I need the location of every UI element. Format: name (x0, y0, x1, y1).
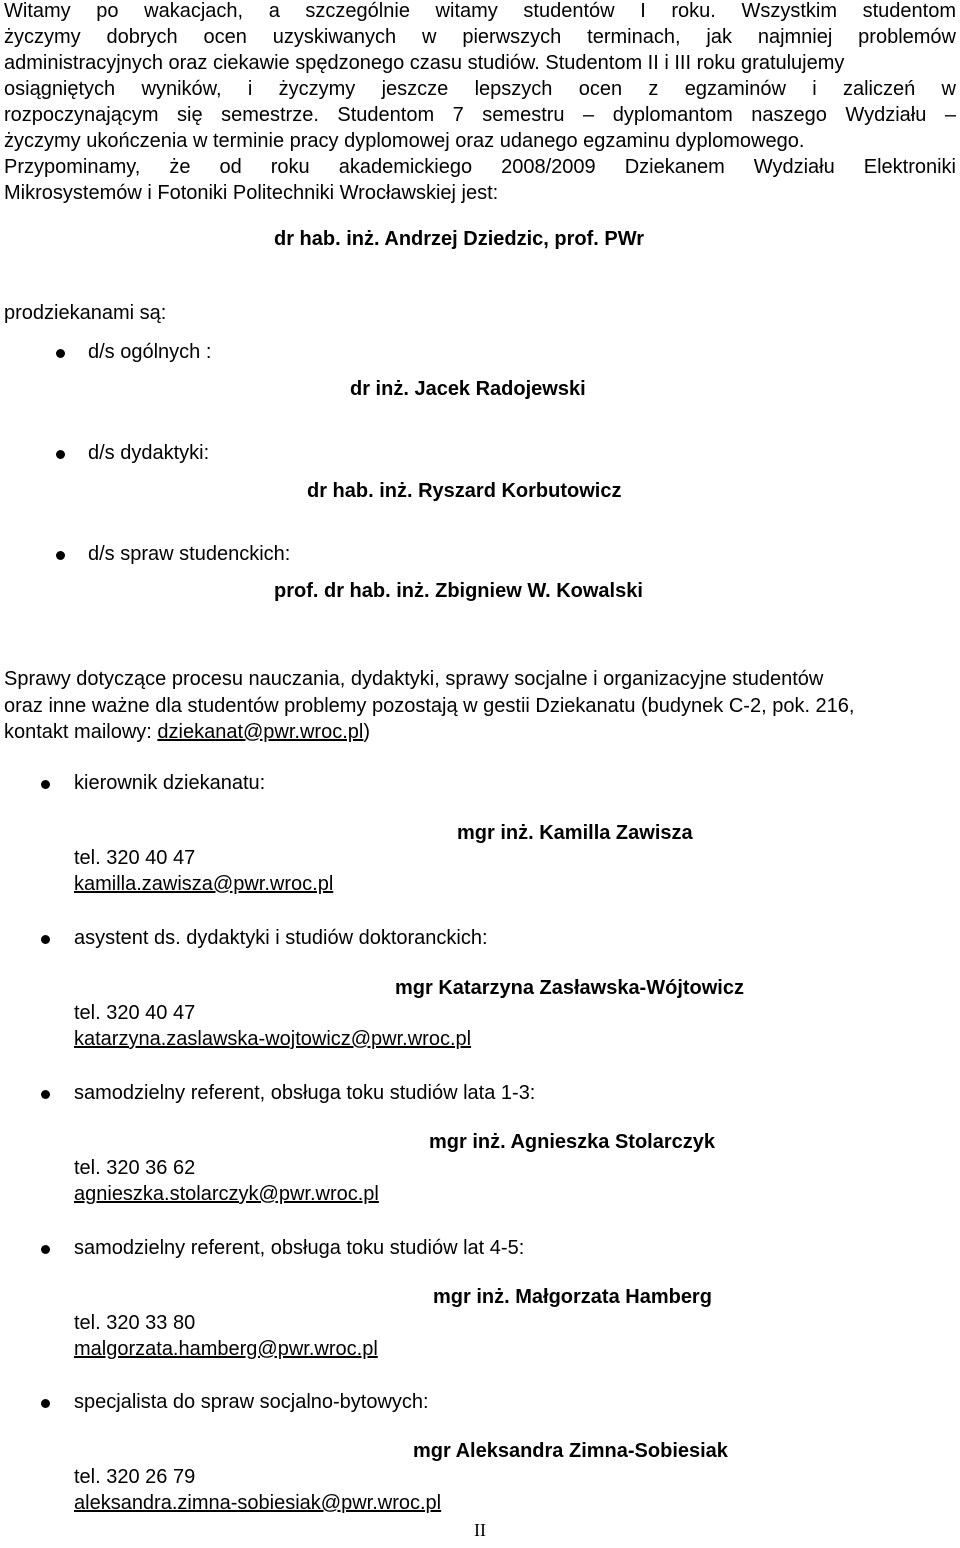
vice-dean-role: d/s dydaktyki: (88, 442, 210, 464)
staff-phone: tel. 320 40 47 (74, 847, 196, 869)
office-line (4, 721, 370, 744)
intro-line: osiągniętych wyników, i życzymy jeszcze lepszych ocen z egzaminów i zaliczeń w (4, 78, 956, 100)
office-email-link[interactable]: dziekanat@pwr.wroc.pl (157, 721, 364, 743)
staff-email-link[interactable]: aleksandra.zimna-sobiesiak@pwr.wroc.pl (74, 1492, 442, 1514)
vice-dean-role: d/s spraw studenckich: (88, 543, 291, 565)
staff-email-link[interactable]: katarzyna.zaslawska-wojtowicz@pwr.wroc.pl (74, 1028, 472, 1050)
vice-dean-name: dr inż. Jacek Radojewski (350, 378, 586, 400)
staff-phone: tel. 320 26 79 (74, 1466, 196, 1488)
staff-email-link[interactable]: malgorzata.hamberg@pwr.wroc.pl (74, 1338, 378, 1360)
reminder-line: Mikrosystemów i Fotoniki Politechniki Wrocławskiej jest: (4, 182, 499, 204)
bullet-icon (56, 551, 65, 560)
staff-role: specjalista do spraw socjalno-bytowych: (74, 1391, 429, 1413)
staff-role: samodzielny referent, obsługa toku studiów lat 4-5: (74, 1237, 525, 1259)
intro-line: życzymy ukończenia w terminie pracy dyplomowej oraz udanego egzaminu dyplomowego. (4, 130, 805, 152)
intro-line: administracyjnych oraz ciekawie spędzonego czasu studiów. Studentom II i III roku gratulujemy (4, 52, 845, 74)
bullet-icon (56, 349, 65, 358)
vice-dean-role: d/s ogólnych : (88, 341, 212, 363)
staff-name: mgr Aleksandra Zimna-Sobiesiak (413, 1440, 728, 1462)
staff-phone: tel. 320 40 47 (74, 1002, 196, 1024)
bullet-icon (41, 780, 50, 789)
page-number: II (474, 1520, 486, 1540)
staff-role: asystent ds. dydaktyki i studiów doktoranckich: (74, 927, 488, 949)
vice-deans-heading: prodziekanami są: (4, 302, 167, 324)
office-contact-label: kontakt mailowy: (4, 721, 158, 743)
office-line: Sprawy dotyczące procesu nauczania, dydaktyki, sprawy socjalne i organizacyjne studentów (4, 668, 824, 690)
staff-role: samodzielny referent, obsługa toku studiów lata 1-3: (74, 1082, 536, 1104)
staff-phone: tel. 320 36 62 (74, 1157, 196, 1179)
office-contact-suffix: ) (363, 721, 371, 743)
intro-line: Witamy po wakacjach, a szczególnie witamy studentów I roku. Wszystkim studentom (4, 0, 956, 22)
dean-name: dr hab. inż. Andrzej Dziedzic, prof. PWr (274, 228, 645, 250)
bullet-icon (41, 1090, 50, 1099)
staff-phone: tel. 320 33 80 (74, 1312, 196, 1334)
intro-line: życzymy dobrych ocen uzyskiwanych w pierwszych terminach, jak najmniej problemów (4, 26, 956, 48)
staff-email-link[interactable]: kamilla.zawisza@pwr.wroc.pl (74, 873, 334, 895)
staff-name: mgr inż. Agnieszka Stolarczyk (429, 1131, 716, 1153)
staff-name: mgr inż. Małgorzata Hamberg (433, 1286, 712, 1308)
bullet-icon (56, 450, 65, 459)
office-line: oraz inne ważne dla studentów problemy pozostają w gestii Dziekanatu (budynek C-2, pok. 216, (4, 695, 855, 717)
vice-dean-name: dr hab. inż. Ryszard Korbutowicz (307, 480, 622, 502)
vice-dean-name: prof. dr hab. inż. Zbigniew W. Kowalski (274, 580, 643, 602)
staff-role: kierownik dziekanatu: (74, 772, 266, 794)
intro-line: rozpoczynającym się semestrze. Studentom 7 semestru – dyplomantom naszego Wydziału – (4, 104, 956, 126)
staff-name: mgr Katarzyna Zasławska-Wójtowicz (395, 977, 744, 999)
staff-name: mgr inż. Kamilla Zawisza (457, 822, 693, 844)
bullet-icon (41, 1245, 50, 1254)
bullet-icon (41, 1399, 50, 1408)
staff-email-link[interactable]: agnieszka.stolarczyk@pwr.wroc.pl (74, 1183, 379, 1205)
bullet-icon (41, 935, 50, 944)
reminder-line: Przypominamy, że od roku akademickiego 2008/2009 Dziekanem Wydziału Elektroniki (4, 156, 956, 178)
